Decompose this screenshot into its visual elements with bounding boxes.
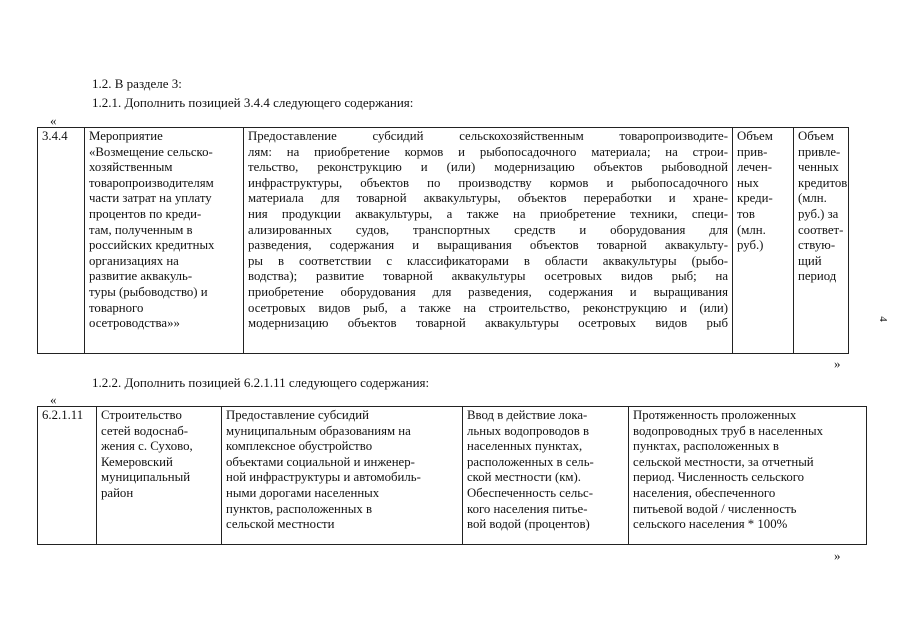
table-1-close-quote: »	[834, 356, 841, 371]
table-2-open-quote: «	[50, 392, 57, 407]
indicator-method: Протяженность проложенных водопроводных труб в населенных пунктах, расположенных в сельской местности, за отчетный период. Численность сельского населения, обеспеченного питьевой водой / численность сельского населения * 100%	[629, 407, 867, 545]
table-row	[38, 407, 867, 545]
section-heading: 1.2. В разделе 3:	[92, 76, 182, 91]
indicator-name: Ввод в действие лока- льных водопроводов в населенных пунктах, расположенных в сель- ской местности (км). Обеспеченность сельс- кого населения питье- вой водой (процентов)	[463, 407, 629, 545]
position-code: 6.2.1.11	[38, 407, 97, 545]
measure-name: Мероприятие «Возмещение сельско- хозяйственным товаропроизводителям части затрат на уплату процентов по креди- там, полученным в российских кредитных организациях на развитие аквакуль- туры (рыбоводство) и товарного осетроводства»»	[85, 128, 244, 354]
item-2-heading: 1.2.2. Дополнить позицией 6.2.1.11 следующего содержания:	[92, 375, 430, 390]
item-1-heading: 1.2.1. Дополнить позицией 3.4.4 следующего содержания:	[92, 95, 414, 110]
measure-description: Предоставление субсидий муниципальным образованиям на комплексное обустройство объектами социальной и инженер- ной инфраструктуры и автомобиль- ными дорогами населенных пунктов, расположенных в сельской местности	[222, 407, 463, 545]
table-6-2-1-11	[37, 406, 867, 545]
position-code: 3.4.4	[38, 128, 85, 354]
table-3-4-4	[37, 127, 849, 354]
table-row	[38, 128, 849, 354]
indicator-method: Объем привле- ченных кредитов (млн. руб.) за соответ- ствую- щий период	[794, 128, 849, 354]
measure-name: Строительство сетей водоснаб- жения с. Сухово, Кемеровский муниципальный район	[97, 407, 222, 545]
table-2-close-quote: »	[834, 548, 841, 563]
measure-description: Предоставление субсидий сельскохозяйственным товаропроизводите- лям: на приобретение кормов и рыбопосадочного материала; на строи- тельство, реконструкцию и (или) модернизацию объектов рыбоводной инфраструктуры, объектов по производству кормов и рыбопосадочного материала для товарной аквакультуры, объектов переработки и хране- ния продукции аквакультуры, а также на приобретение техники, специ- ализированных судов, транспортных средств и оборудования для разведения, содержания и выращивания объектов товарной аквакульту- ры в соответствии с классификаторами в области аквакультуры (рыбо- водства); развитие товарной аквакультуры осетровых видов рыб; на приобретение оборудования для разведения, содержания и выращивания осетровых видов рыб, а также на строительство, реконструкцию и (или) модернизацию объектов товарной аквакультуры осетровых видов рыб	[244, 128, 733, 354]
indicator-name: Объем прив- лечен- ных креди- тов (млн. руб.)	[733, 128, 794, 354]
page-number: 4	[876, 316, 889, 322]
table-1-open-quote: «	[50, 113, 57, 128]
